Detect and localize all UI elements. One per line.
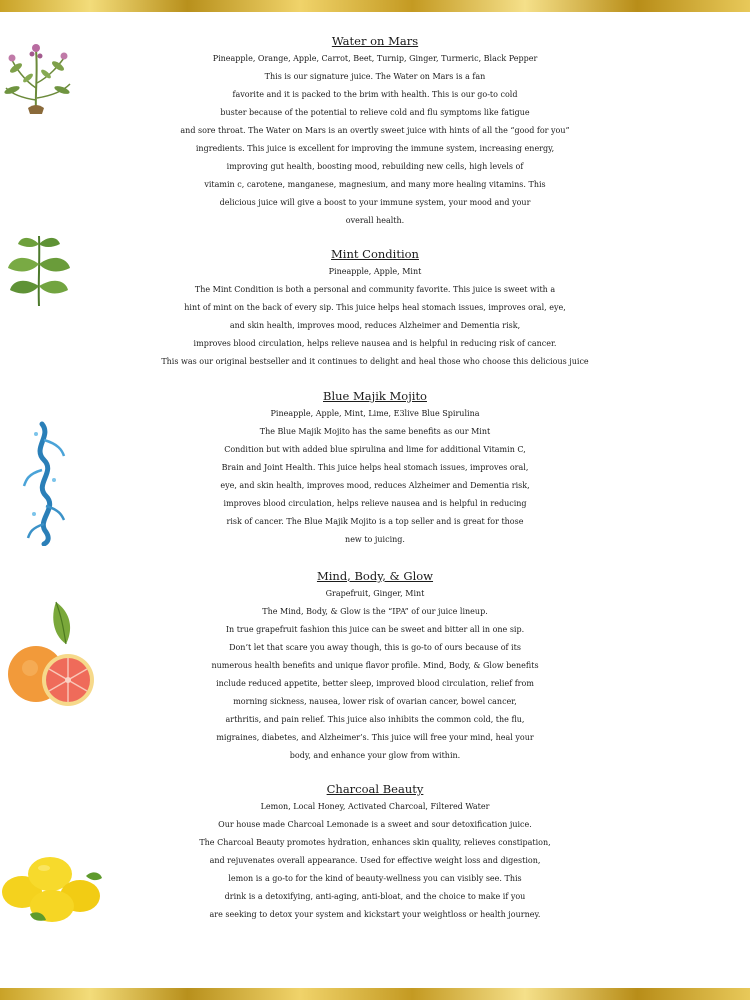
description-line: are seeking to detox your system and kickstart your weightloss or health journey. xyxy=(209,910,541,919)
description-line: The Mint Condition is both a personal and community favorite. This juice is sweet with a xyxy=(194,285,556,294)
description-line: migraines, diabetes, and Alzheimer’s. This juice will free your mind, heal your xyxy=(216,733,534,742)
juice-ingredients: Pineapple, Apple, Mint xyxy=(328,267,422,276)
gold-border-top xyxy=(0,0,750,12)
description-line: body, and enhance your glow from within. xyxy=(289,751,461,760)
description-line: ingredients. This juice is excellent for improving the immune system, increasing energy, xyxy=(195,144,555,153)
description-line: The Charcoal Beauty promotes hydration, enhances skin quality, relieves constipation, xyxy=(199,838,551,847)
description-line: Don’t let that scare you away though, this is go-to of ours because of its xyxy=(229,643,521,652)
description-line: include reduced appetite, better sleep, improved blood circulation, relief from xyxy=(216,679,534,688)
description-line: favorite and it is packed to the brim with health. This is our go-to cold xyxy=(232,90,518,99)
juice-ingredients: Lemon, Local Honey, Activated Charcoal, Filtered Water xyxy=(260,802,490,811)
description-line: drink is a detoxifying, anti-aging, anti-bloat, and the choice to make if you xyxy=(224,892,526,901)
juice-title: Blue Majik Mojito xyxy=(323,389,427,403)
description-line: The Blue Majik Mojito has the same benefits as our Mint xyxy=(259,427,491,436)
description-line: improves blood circulation, helps relieve nausea and is helpful in reducing risk of cancer. xyxy=(193,339,557,348)
description-line: The Mind, Body, & Glow is the “IPA” of our juice lineup. xyxy=(262,607,488,616)
description-line: and rejuvenates overall appearance. Used for effective weight loss and digestion, xyxy=(209,856,541,865)
description-line: delicious juice will give a boost to your immune system, your mood and your xyxy=(219,198,531,207)
description-line: hint of mint on the back of every sip. This juice helps heal stomach issues, improves oral, eye, xyxy=(184,303,566,312)
juice-ingredients: Pineapple, Apple, Mint, Lime, E3live Blue Spirulina xyxy=(270,409,480,418)
juice-section-water-on-mars xyxy=(0,32,750,230)
description-line: eye, and skin health, improves mood, reduces Alzheimer and Dementia risk, xyxy=(220,481,530,490)
description-line: overall health. xyxy=(345,216,405,225)
description-line: This is our signature juice. The Water on Mars is a fan xyxy=(264,72,486,81)
description-line: This was our original bestseller and it continues to delight and heal those who choose this delicious juice xyxy=(161,357,589,366)
description-line: numerous health benefits and unique flavor profile. Mind, Body, & Glow benefits xyxy=(211,661,539,670)
description-line: lemon is a go-to for the kind of beauty-wellness you can visibly see. This xyxy=(228,874,522,883)
juice-section-charcoal-beauty xyxy=(0,780,750,924)
description-line: new to juicing. xyxy=(345,535,405,544)
juice-title: Water on Mars xyxy=(331,34,419,48)
juice-title: Mind, Body, & Glow xyxy=(316,569,434,583)
description-line: improving gut health, boosting mood, rebuilding new cells, high levels of xyxy=(226,162,524,171)
description-line: Brain and Joint Health. This juice helps heal stomach issues, improves oral, xyxy=(221,463,529,472)
description-line: Our house made Charcoal Lemonade is a sweet and sour detoxification juice. xyxy=(218,820,532,829)
description-line: morning sickness, nausea, lower risk of ovarian cancer, bowel cancer, xyxy=(233,697,517,706)
juice-title: Charcoal Beauty xyxy=(326,782,424,796)
description-line: and sore throat. The Water on Mars is an overtly sweet juice with hints of all the “good for you” xyxy=(180,126,570,135)
juice-title: Mint Condition xyxy=(331,247,419,261)
description-line: improves blood circulation, helps relieve nausea and is helpful in reducing xyxy=(223,499,527,508)
juice-ingredients: Grapefruit, Ginger, Mint xyxy=(325,589,425,598)
description-line: Condition but with added blue spirulina and lime for additional Vitamin C, xyxy=(224,445,526,454)
description-line: arthritis, and pain relief. This juice also inhibits the common cold, the flu, xyxy=(225,715,525,724)
description-line: buster because of the potential to relieve cold and flu symptoms like fatigue xyxy=(220,108,530,117)
juice-ingredients: Pineapple, Orange, Apple, Carrot, Beet, Turnip, Ginger, Turmeric, Black Pepper xyxy=(212,54,538,63)
juice-section-blue-majik-mojito xyxy=(0,387,750,549)
description-line: vitamin c, carotene, manganese, magnesium, and many more healing vitamins. This xyxy=(204,180,546,189)
description-line: risk of cancer. The Blue Majik Mojito is a top seller and is great for those xyxy=(226,517,524,526)
gold-border-bottom xyxy=(0,988,750,1000)
juice-section-mind-body-glow xyxy=(0,567,750,765)
description-line: and skin health, improves mood, reduces Alzheimer and Dementia risk, xyxy=(229,321,521,330)
description-line: In true grapefruit fashion this juice can be sweet and bitter all in one sip. xyxy=(225,625,525,634)
juice-section-mint-condition xyxy=(0,245,750,371)
